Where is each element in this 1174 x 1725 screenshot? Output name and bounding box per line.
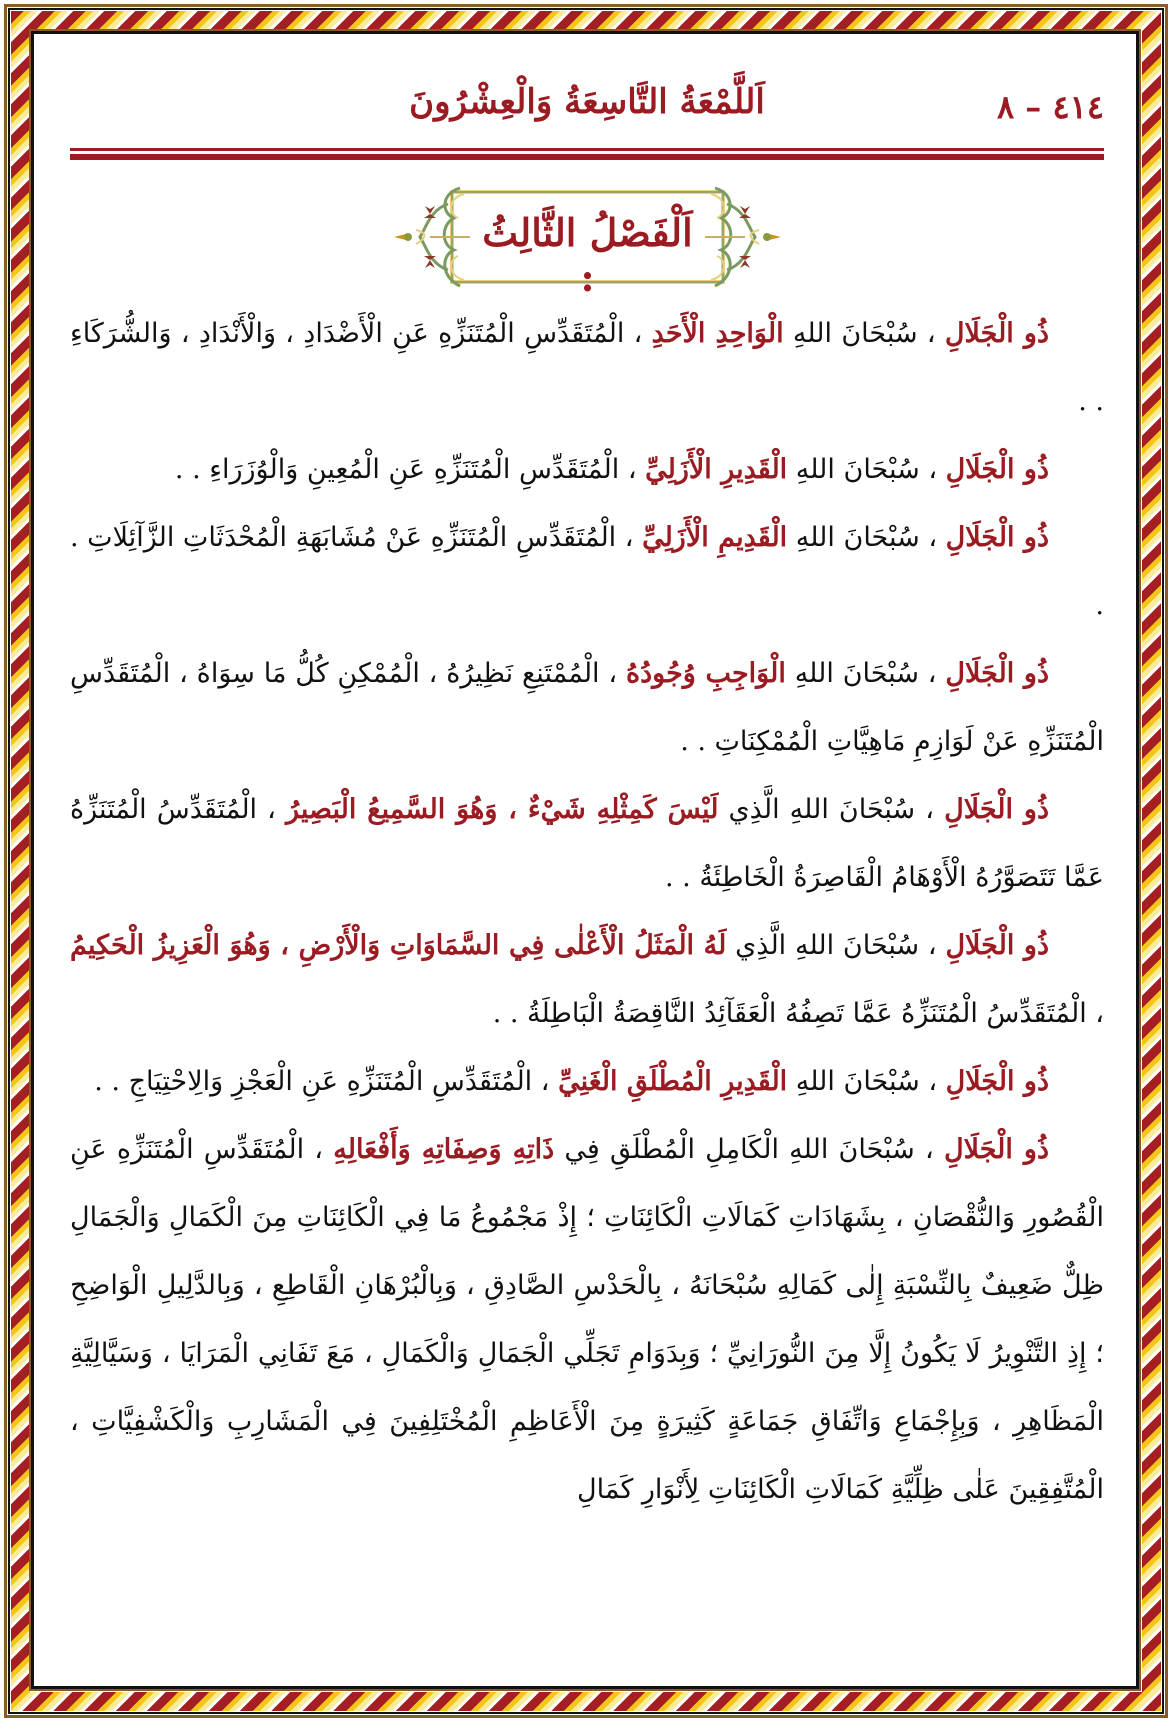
highlighted-phrase: ذَاتِهِ وَصِفَاتِهِ وَأَفْعَالِهِ bbox=[333, 1134, 555, 1165]
page bbox=[70, 60, 1104, 1524]
paragraph bbox=[70, 504, 1104, 640]
body-text: ، سُبْحَانَ اللهِ bbox=[785, 658, 946, 689]
paragraph bbox=[70, 300, 1104, 436]
paragraph bbox=[70, 912, 1104, 1048]
body-text: ، الْمُتَقَدِّسِ الْمُتَنَزِّهِ عَنِ الْمُعِينِ وَالْوُزَرَاءِ . . bbox=[174, 454, 646, 485]
running-title: اَللَّمْعَةُ التَّاسِعَةُ وَالْعِشْرُونَ bbox=[409, 82, 765, 122]
decorative-cartouche bbox=[390, 184, 785, 300]
body-text: ، الْمُتَقَدِّسُ الْمُتَنَزِّهُ عَمَّا تَتَصَوَّرُهُ الْأَوْهَامُ الْقَاصِرَةُ الْخَاطِئَةُ . . bbox=[70, 794, 1104, 893]
body-text: ، الْمُتَقَدِّسِ الْمُتَنَزِّهِ عَنِ الْقُصُورِ وَالنُّقْصَانِ ، بِشَهَادَاتِ كَمَالَاتِ الْكَائِنَاتِ ؛ إِذْ مَجْمُوعُ مَا فِي الْكَائِنَاتِ مِنَ الْكَمَالِ وَالْجَمَالِ ظِلٌّ ضَعِيفٌ بِالنِّسْبَةِ إِلٰى كَمَالِهِ سُبْحَانَهُ ، بِالْحَدْسِ الصَّادِقِ ، وَبِالْبُرْهَانِ الْقَاطِعِ ، وَبِالدَّلِيلِ الْوَاضِحِ ؛ إِذِ التَّنْوِيرُ لَا يَكُونُ إِلَّا مِنَ النُّورَانِيِّ ؛ وَبِدَوَامِ تَجَلِّي الْجَمَالِ وَالْكَمَالِ ، مَعَ تَفَانِي الْمَرَايَا ، وَسَيَّالِيَّةِ الْمَظَاهِرِ ، وَبِإِجْمَاعِ وَاتِّفَاقِ جَمَاعَةٍ كَثِيرَةٍ مِنَ الْأَعَاظِمِ الْمُخْتَلِفِينَ فِي الْمَشَارِبِ وَالْكَشْفِيَّاتِ ، الْمُتَّفِقِينَ عَلٰى ظِلِّيَّةِ كَمَالَاتِ الْكَائِنَاتِ لِأَنْوَارِ كَمَالِ bbox=[70, 1134, 1104, 1505]
highlighted-phrase: الْقَدِيرِ الْمُطْلَقِ الْغَنِيِّ bbox=[558, 1066, 788, 1097]
body-text: ، سُبْحَانَ اللهِ bbox=[787, 454, 946, 485]
chapter-title: اَلْفَصْلُ الثَّالِثُ : bbox=[482, 210, 693, 300]
highlighted-phrase: لَيْسَ كَمِثْلِهِ شَيْءٌ ، وَهُوَ السَّمِيعُ الْبَصِيرُ bbox=[286, 794, 719, 825]
highlighted-phrase: ذُو الْجَلَالِ bbox=[945, 658, 1049, 689]
highlighted-phrase: ذُو الْجَلَالِ bbox=[943, 1134, 1049, 1165]
body-text: ، الْمُتَقَدِّسِ الْمُتَنَزِّهِ عَنْ مُشَابَهَةِ الْمُحْدَثَاتِ الزَّآئِلَاتِ . . bbox=[70, 522, 1104, 621]
page-header bbox=[70, 60, 1104, 148]
highlighted-phrase: ذُو الْجَلَالِ bbox=[945, 454, 1049, 485]
highlighted-phrase: الْقَدِيرِ الْأَزَلِيِّ bbox=[645, 454, 788, 485]
body-text: ، سُبْحَانَ اللهِ الَّذِي bbox=[726, 930, 946, 961]
chapter-heading bbox=[70, 160, 1104, 300]
highlighted-phrase: ذُو الْجَلَالِ bbox=[944, 318, 1049, 349]
body-text: ، الْمُمْتَنِعِ نَظِيرُهُ ، الْمُمْكِنِ كُلُّ مَا سِوَاهُ ، الْمُتَقَدِّسِ الْمُتَنَزِّهِ عَنْ لَوَازِمِ مَاهِيَّاتِ الْمُمْكِنَاتِ . . bbox=[70, 658, 1104, 757]
highlighted-phrase: لَهُ الْمَثَلُ الْأَعْلٰى فِي السَّمَاوَاتِ وَالْأَرْضِ ، وَهُوَ الْعَزِيزُ الْحَكِيمُ bbox=[70, 930, 727, 961]
body-text: ، الْمُتَقَدِّسِ الْمُتَنَزِّهِ عَنِ الْعَجْزِ وَالِاحْتِيَاجِ . . bbox=[94, 1066, 559, 1097]
body-text: ، الْمُتَقَدِّسِ الْمُتَنَزِّهِ عَنِ الْأَضْدَادِ ، وَالْأَنْدَادِ ، وَالشُّرَكَاءِ . . bbox=[70, 318, 1104, 417]
body-text: ، سُبْحَانَ اللهِ bbox=[783, 318, 945, 349]
body-text: ، سُبْحَانَ اللهِ bbox=[787, 522, 946, 553]
highlighted-phrase: ذُو الْجَلَالِ bbox=[945, 1066, 1049, 1097]
paragraph bbox=[70, 1048, 1104, 1116]
body-text: ، سُبْحَانَ اللهِ الَّذِي bbox=[718, 794, 945, 825]
paragraph bbox=[70, 776, 1104, 912]
paragraph bbox=[70, 1116, 1104, 1524]
highlighted-phrase: الْوَاجِبِ وُجُودُهُ bbox=[625, 658, 786, 689]
highlighted-phrase: ذُو الْجَلَالِ bbox=[945, 522, 1049, 553]
highlighted-phrase: ذُو الْجَلَالِ bbox=[945, 930, 1049, 961]
body-text: ، سُبْحَانَ اللهِ الْكَامِلِ الْمُطْلَقِ فِي bbox=[554, 1134, 944, 1165]
highlighted-phrase: الْوَاحِدِ الْأَحَدِ bbox=[651, 318, 784, 349]
page-number: ٤١٤ – ٨ bbox=[996, 88, 1104, 126]
body-text: ، سُبْحَانَ اللهِ bbox=[787, 1066, 946, 1097]
highlighted-phrase: الْقَدِيمِ الْأَزَلِيِّ bbox=[642, 522, 788, 553]
paragraph bbox=[70, 436, 1104, 504]
body-text: ، الْمُتَقَدِّسُ الْمُتَنَزِّهُ عَمَّا تَصِفُهُ الْعَقَآئِدُ النَّاقِصَةُ الْبَاطِلَةُ . . bbox=[492, 998, 1104, 1029]
paragraph bbox=[70, 640, 1104, 776]
highlighted-phrase: ذُو الْجَلَالِ bbox=[944, 794, 1049, 825]
